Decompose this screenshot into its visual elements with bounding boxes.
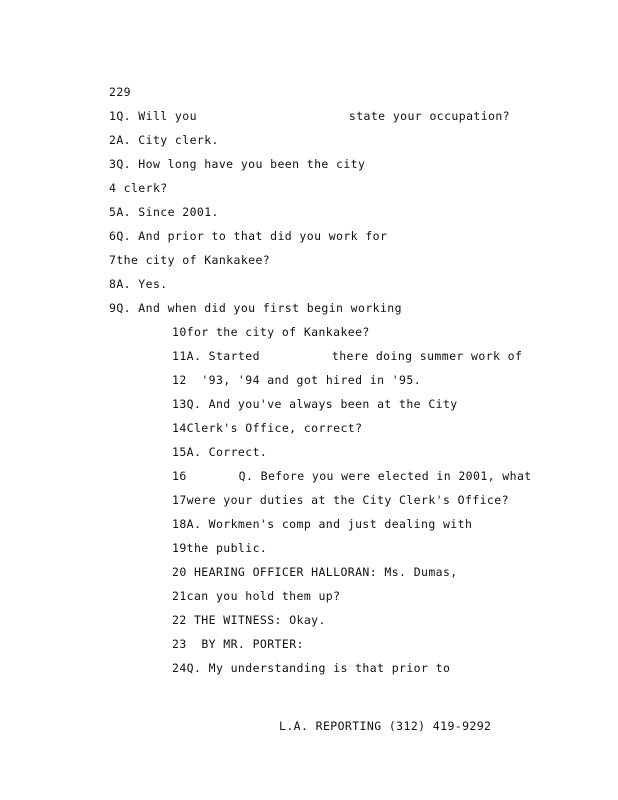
line-text: were your duties at the City Clerk's Office? xyxy=(186,493,509,507)
line-number: 10 xyxy=(172,325,187,339)
line-text: Clerk's Office, correct? xyxy=(186,421,363,435)
transcript-line-17 xyxy=(172,493,509,507)
line-number: 9 xyxy=(109,301,117,315)
line-text: Q. Will you xyxy=(116,109,197,123)
transcript-line-5 xyxy=(109,205,219,219)
transcript-line-7 xyxy=(109,253,270,267)
transcript-line-15 xyxy=(172,445,267,459)
transcript-line-12 xyxy=(172,373,421,387)
transcript-line-20 xyxy=(172,565,458,579)
line-text: '93, '94 and got hired in '95. xyxy=(201,373,422,387)
line-text: A. Started xyxy=(186,349,260,363)
line-number: 16 xyxy=(172,469,187,483)
transcript-line-9 xyxy=(109,301,402,315)
transcript-line-11 xyxy=(172,349,522,363)
line-text: Q. And when did you first begin working xyxy=(116,301,402,315)
transcript-line-23 xyxy=(172,637,304,651)
line-number: 8 xyxy=(109,277,117,291)
line-number: 15 xyxy=(172,445,187,459)
line-number: 7 xyxy=(109,253,117,267)
page-number: 229 xyxy=(109,85,131,99)
line-text: the city of Kankakee? xyxy=(116,253,271,267)
line-text: A. Workmen's comp and just dealing with xyxy=(186,517,473,531)
line-text-continued: there doing summer work of xyxy=(331,349,523,363)
transcript-line-13 xyxy=(172,397,458,411)
line-text: Q. How long have you been the city xyxy=(116,157,366,171)
line-number: 3 xyxy=(109,157,117,171)
line-number: 21 xyxy=(172,589,187,603)
line-number: 19 xyxy=(172,541,187,555)
line-number: 24 xyxy=(172,661,187,675)
line-text-continued: state your occupation? xyxy=(348,109,511,123)
line-number: 18 xyxy=(172,517,187,531)
line-number: 5 xyxy=(109,205,117,219)
transcript-line-24 xyxy=(172,661,450,675)
line-number: 4 xyxy=(109,181,117,195)
line-number: 2 xyxy=(109,133,117,147)
line-number: 1 xyxy=(109,109,117,123)
transcript-line-18 xyxy=(172,517,472,531)
transcript-line-4 xyxy=(109,181,168,195)
line-text: BY MR. PORTER: xyxy=(201,637,304,651)
transcript-line-14 xyxy=(172,421,362,435)
line-text: A. City clerk. xyxy=(116,133,219,147)
transcript-line-16 xyxy=(172,469,532,483)
line-number: 14 xyxy=(172,421,187,435)
transcript-line-1 xyxy=(109,109,510,123)
line-text: Q. Before you were elected in 2001, what xyxy=(238,469,532,483)
line-number: 6 xyxy=(109,229,117,243)
transcript-line-19 xyxy=(172,541,267,555)
line-text: A. Correct. xyxy=(186,445,268,459)
transcript-line-6 xyxy=(109,229,387,243)
line-text: HEARING OFFICER HALLORAN: Ms. Dumas, xyxy=(193,565,458,579)
line-text: for the city of Kankakee? xyxy=(186,325,370,339)
line-text: Q. My understanding is that prior to xyxy=(186,661,451,675)
line-number: 20 xyxy=(172,565,187,579)
transcript-line-10 xyxy=(172,325,370,339)
transcript-line-2 xyxy=(109,133,219,147)
line-text: Q. And prior to that did you work for xyxy=(116,229,388,243)
reporter-footer: L.A. REPORTING (312) 419-9292 xyxy=(279,719,492,733)
line-text: Q. And you've always been at the City xyxy=(186,397,458,411)
transcript-line-21 xyxy=(172,589,340,603)
transcript-line-8 xyxy=(109,277,168,291)
line-text: A. Since 2001. xyxy=(116,205,219,219)
line-number: 23 xyxy=(172,637,187,651)
line-number: 13 xyxy=(172,397,187,411)
line-number: 17 xyxy=(172,493,187,507)
line-number: 12 xyxy=(172,373,187,387)
line-text: the public. xyxy=(186,541,268,555)
line-text: can you hold them up? xyxy=(186,589,341,603)
line-number: 22 xyxy=(172,613,187,627)
line-text: THE WITNESS: Okay. xyxy=(193,613,326,627)
transcript-line-22 xyxy=(172,613,326,627)
transcript-line-3 xyxy=(109,157,365,171)
line-text: clerk? xyxy=(123,181,168,195)
line-number: 11 xyxy=(172,349,187,363)
line-text: A. Yes. xyxy=(116,277,168,291)
